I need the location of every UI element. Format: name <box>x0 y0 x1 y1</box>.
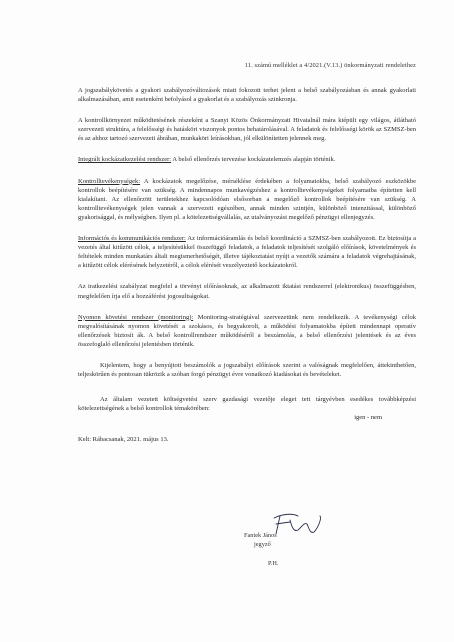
handwritten-signature <box>232 510 352 550</box>
control-activities-label: Kontrolltevékenységek: <box>78 177 141 185</box>
signatory-name: Fantek János <box>244 532 277 539</box>
paragraph-risk-management <box>78 155 416 164</box>
signatory-title: jegyző <box>254 541 271 548</box>
paragraph-control-environment: A kontrollkörnyezet működtetésének részeként a Szanyi Közös Önkormányzati Hivatalnál mára kiépült egy világos, átlátható szervezeti struktúra, a felelősségi és hatásköri viszonyok pontos behatárolásával. A feladatok és felelősségi körök az SZMSZ-ben és az ahhoz tartozó szervezeti ábrában, munkaköri leírásokban, jól elkülönítetten jelennek meg. <box>78 117 416 143</box>
paragraph-monitoring <box>78 313 416 349</box>
stamp-placeholder: P.H. <box>268 560 279 567</box>
paragraph-control-activities <box>78 177 416 222</box>
information-system-label: Információs és kommunikációs rendszer: <box>78 235 186 243</box>
information-system-text: Az információáramlás és belső koordináció a SZMSZ-ben szabályozott. Ez biztosítja a vezetés által kitűzött célok, a teljesítésükkel összefüggő feladatok, a feladatok teljesítését szolgáló előírások, követelmények és feltételek minden munkatárs általi megismerhetőségét, illetve tájékoztatást nyújt a vezetők számára a feladatok végrehajtásának, a kitűzött célok elérésének helyzetéről, a célok elérését veszélyeztető kockázatokról. <box>78 235 416 270</box>
paragraph-document-management: Az iratkezelési szabályzat megfelel a törvényi előírásoknak, az alkalmazott iktatási rendszerrel (elektronikus) összefüggésben, megfelelően írja elő a hozzáférési jogosultságokat. <box>78 283 416 300</box>
signature-block <box>232 510 352 590</box>
monitoring-label: Nyomon követési rendszer (monitoring): <box>78 313 194 321</box>
paragraph-training: Az általam vezetett költségvetési szerv gazdasági vezetője eleget tett tárgyévben esedékes továbbképzési kötelezettségének a belső kontrollok témakörében: <box>78 396 416 413</box>
annex-header: 11. számú melléklet a 4/2021.(V.13.) önkormányzati rendelethez <box>244 62 416 69</box>
control-activities-text: A kockázatok megelőzése, mérséklése érdekében a folyamatokba, belső szabályozó eszközökbe kontrollok beépítésére van szükség. A mindennapos munkavégzéshez a kontrolltevékenységeket folyamatba építetten kell kialakítani. Az ellenőrzött területekhez kapcsolódóan elsősorban a megelőző kontrollok beépítésére van szükség. A kontrolltevékenységek jelen vannak a szervezeti egészében, annak minden szintjén, különböző intenzitással, különböző gyakorisággal, és mélységben. Ilyen pl. a kötelezettségvállalás, az utalványozást megelőző pénzügyi ellenjegyzés. <box>78 177 416 221</box>
risk-management-label: Integrált kockázatkezelési rendszer: <box>78 156 172 164</box>
paragraph-information-system <box>78 234 416 270</box>
paragraph-declaration: Kijelentem, hogy a benyújtott beszámolók a jogszabályi előírások szerint a valóságnak megfelelően, áttekinthetően, teljeskörűen és pontosan tükrözik a szóban forgó pénzügyi évre vonatkozó kiadásokat és bevételeket. <box>78 361 416 379</box>
place-date: Kelt: Rábacsanak, 2021. május 13. <box>78 436 169 444</box>
monitoring-text: Monitoring-stratégiával szervezetünk nem rendelkezik. A tevékenységi célok megvalósításának nyomon követését a szokásos, és begyakorolt, a működési folyamatokba épített mindennapi operatív ellenőrzések biztosít ák. A belső kontrollrendszer működéséről a beszámolás, a belső ellenőrzési jelentések és az éves összefoglaló ellenőrzési jelentésben történik. <box>78 313 416 348</box>
yes-no-choice: igen - nem <box>354 414 382 422</box>
document-body <box>78 86 416 443</box>
paragraph-law-compliance: A jogszabálykövetés a gyakori szabályozóváltozások miatt fokozott terhet jelent a belső szabályozásban és annak gyakorlati alkalmazásában, amit esetenként befolyásol a gyakorlat és a szabályozás szinkronja. <box>78 87 416 104</box>
risk-management-text: A belső ellenőrzés tervezése kockázatelemzés alapján történik. <box>171 156 336 164</box>
